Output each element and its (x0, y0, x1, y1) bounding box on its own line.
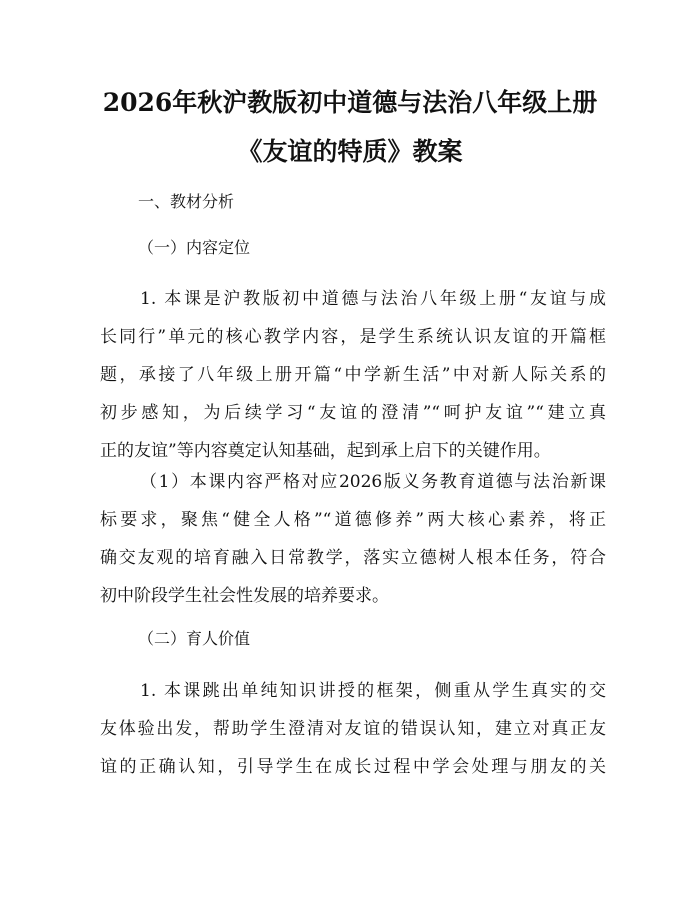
paragraph-line: 题，承接了八年级上册开篇“中学新生活”中对新人际关系的 (100, 365, 606, 385)
subsection-heading-educational-value: （二）育人价值 (138, 629, 251, 648)
paragraph-line: 友体验出发，帮助学生澄清对友谊的错误认知，建立对真正友 (100, 719, 606, 739)
section-heading-textbook-analysis: 一、教材分析 (138, 192, 235, 211)
paragraph-line: 正的友谊”等内容奠定认知基础，起到承上启下的关键作用。 (100, 441, 551, 461)
paragraph-content-positioning (100, 280, 606, 470)
paragraph-line: 1. 本课跳出单纯知识讲授的框架，侧重从学生真实的交 (140, 681, 606, 701)
paragraph-line: 确交友观的培育融入日常教学，落实立德树人根本任务，符合 (100, 548, 606, 568)
document-title-line-1: 2026年秋沪教版初中道德与法治八年级上册 (102, 88, 598, 117)
paragraph-line: 标要求，聚焦“健全人格”“道德修养”两大核心素养，将正 (100, 510, 606, 530)
paragraph-line: 谊的正确认知，引导学生在成长过程中学会处理与朋友的关 (100, 757, 606, 777)
subsection-heading-content-positioning: （一）内容定位 (138, 238, 251, 257)
paragraph-line: （1）本课内容严格对应2026版义务教育道德与法治新课 (140, 472, 606, 492)
paragraph-line: 1. 本课是沪教版初中道德与法治八年级上册“友谊与成 (140, 289, 606, 309)
paragraph-line: 初中阶段学生社会性发展的培养要求。 (100, 586, 389, 606)
paragraph-line: 初步感知，为后续学习“友谊的澄清”“呵护友谊”“建立真 (100, 403, 606, 423)
document-title-line-2: 《友谊的特质》教案 (237, 137, 463, 166)
paragraph-educational-value (100, 672, 606, 786)
paragraph-line: 长同行”单元的核心教学内容，是学生系统认识友谊的开篇框 (100, 327, 606, 347)
paragraph-curriculum-standards (100, 463, 606, 615)
